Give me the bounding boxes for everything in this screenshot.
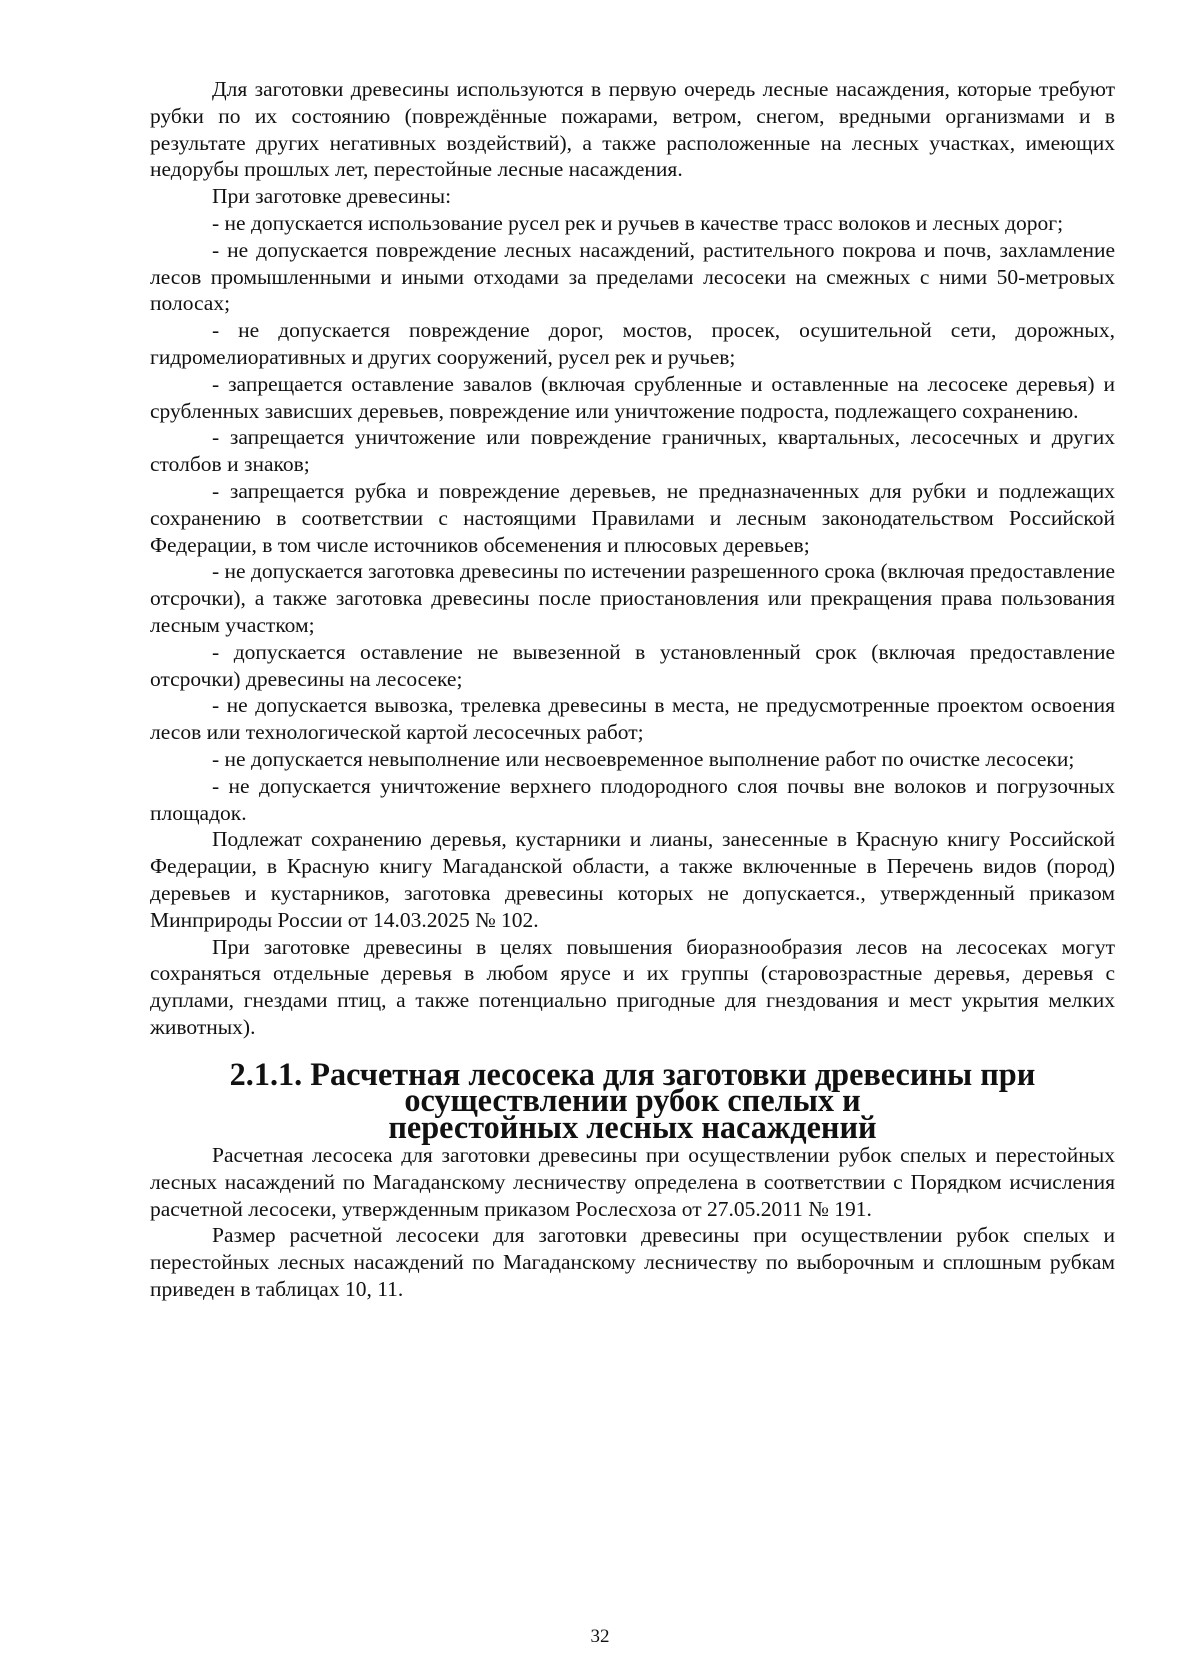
section-heading (150, 1055, 1115, 1146)
section-title-line1: Расчетная лесосека для заготовки древесины при осуществлении рубок спелых и (310, 1055, 1036, 1119)
section-title-line2: перестойных лесных насаждений (388, 1109, 877, 1146)
paragraph-allowable-cut-method: Расчетная лесосека для заготовки древесины при осуществлении рубок спелых и перестойных лесных насаждений по Магаданскому лесничеству определена в соответствии с Порядком исчисления расчетной лесосеки, утвержденным приказом Рослесхоза от 27.05.2011 № 191. (150, 1143, 1115, 1221)
document-page (150, 76, 1115, 1303)
rule-item-posts-signs: - запрещается уничтожение или повреждение граничных, квартальных, лесосечных и других столбов и знаков; (150, 425, 1115, 477)
paragraph-biodiversity: При заготовке древесины в целях повышения биоразнообразия лесов на лесосеках могут сохраняться отдельные деревья в любом ярусе и их группы (старовозрастные деревья, деревья с дуплами, гнездами птиц, а также потенциально пригодные для гнездования и мест укрытия мелких животных). (150, 934, 1115, 1039)
rule-item-river-beds: - не допускается использование русел рек и ручьев в качестве трасс волоков и лесных дорог; (212, 210, 1064, 235)
rule-item-vegetation-damage: - не допускается повреждение лесных насаждений, растительного покрова и почв, захламление лесов промышленными и иными отходами за пределами лесосеки на смежных с ними 50-метровых полосах; (150, 237, 1115, 316)
rule-item-expired-term: - не допускается заготовка древесины по истечении разрешенного срока (включая предоставление отсрочки), а также заготовка древесины после приостановления или прекращения права пользования лесным участком; (150, 559, 1115, 637)
page-number: 32 (590, 1626, 610, 1647)
rule-item-topsoil: - не допускается уничтожение верхнего плодородного слоя почвы вне волоков и погрузочных площадок. (150, 773, 1115, 825)
rule-item-hauling: - не допускается вывозка, трелевка древесины в места, не предусмотренные проектом освоения лесов или технологической картой лесосечных работ; (150, 693, 1115, 745)
paragraph-red-book: Подлежат сохранению деревья, кустарники и лианы, занесенные в Красную книгу Российской Федерации, в Красную книгу Магаданской области, а также включенные в Перечень видов (пород) деревьев и кустарников, заготовка древесины которых не допускается., утвержденный приказом Минприроды России от 14.03.2025 № 102. (150, 827, 1115, 932)
paragraph-allowable-cut-tables: Размер расчетной лесосеки для заготовки древесины при осуществлении рубок спелых и перестойных лесных насаждений по Магаданскому лесничеству по выборочным и сплошным рубкам приведен в таблицах 10, 11. (150, 1223, 1115, 1302)
paragraph-harvest-intro: При заготовке древесины: (212, 184, 452, 209)
paragraph-forest-stands-priority: Для заготовки древесины используются в первую очередь лесные насаждения, которые требуют рубки по их состоянию (повреждённые пожарами, ветром, снегом, вредными организмами и в результате других негативных воздействий), а также расположенные на лесных участках, имеющих недорубы прошлых лет, перестойные лесные насаждения. (150, 77, 1115, 182)
rule-item-roads-damage: - не допускается повреждение дорог, мостов, просек, осушительной сети, дорожных, гидромелиоративных и других сооружений, русел рек и ручьев; (150, 318, 1115, 369)
rule-item-cleanup: - не допускается невыполнение или несвоевременное выполнение работ по очистке лесосеки; (212, 746, 1075, 771)
rule-item-debris: - запрещается оставление завалов (включая срубленные и оставленные на лесосеке деревья) и срубленных зависших деревьев, повреждение или уничтожение подроста, подлежащего сохранению. (150, 371, 1115, 423)
rule-item-unremoved-timber: - допускается оставление не вывезенной в установленный срок (включая предоставление отсрочки) древесины на лесосеке; (150, 639, 1115, 691)
section-number: 2.1.1. (229, 1055, 303, 1092)
rule-item-protected-trees: - запрещается рубка и повреждение деревьев, не предназначенных для рубки и подлежащих сохранению в соответствии с настоящими Правилами и лесным законодательством Российской Федерации, в том числе источников обсеменения и плюсовых деревьев; (150, 478, 1115, 557)
